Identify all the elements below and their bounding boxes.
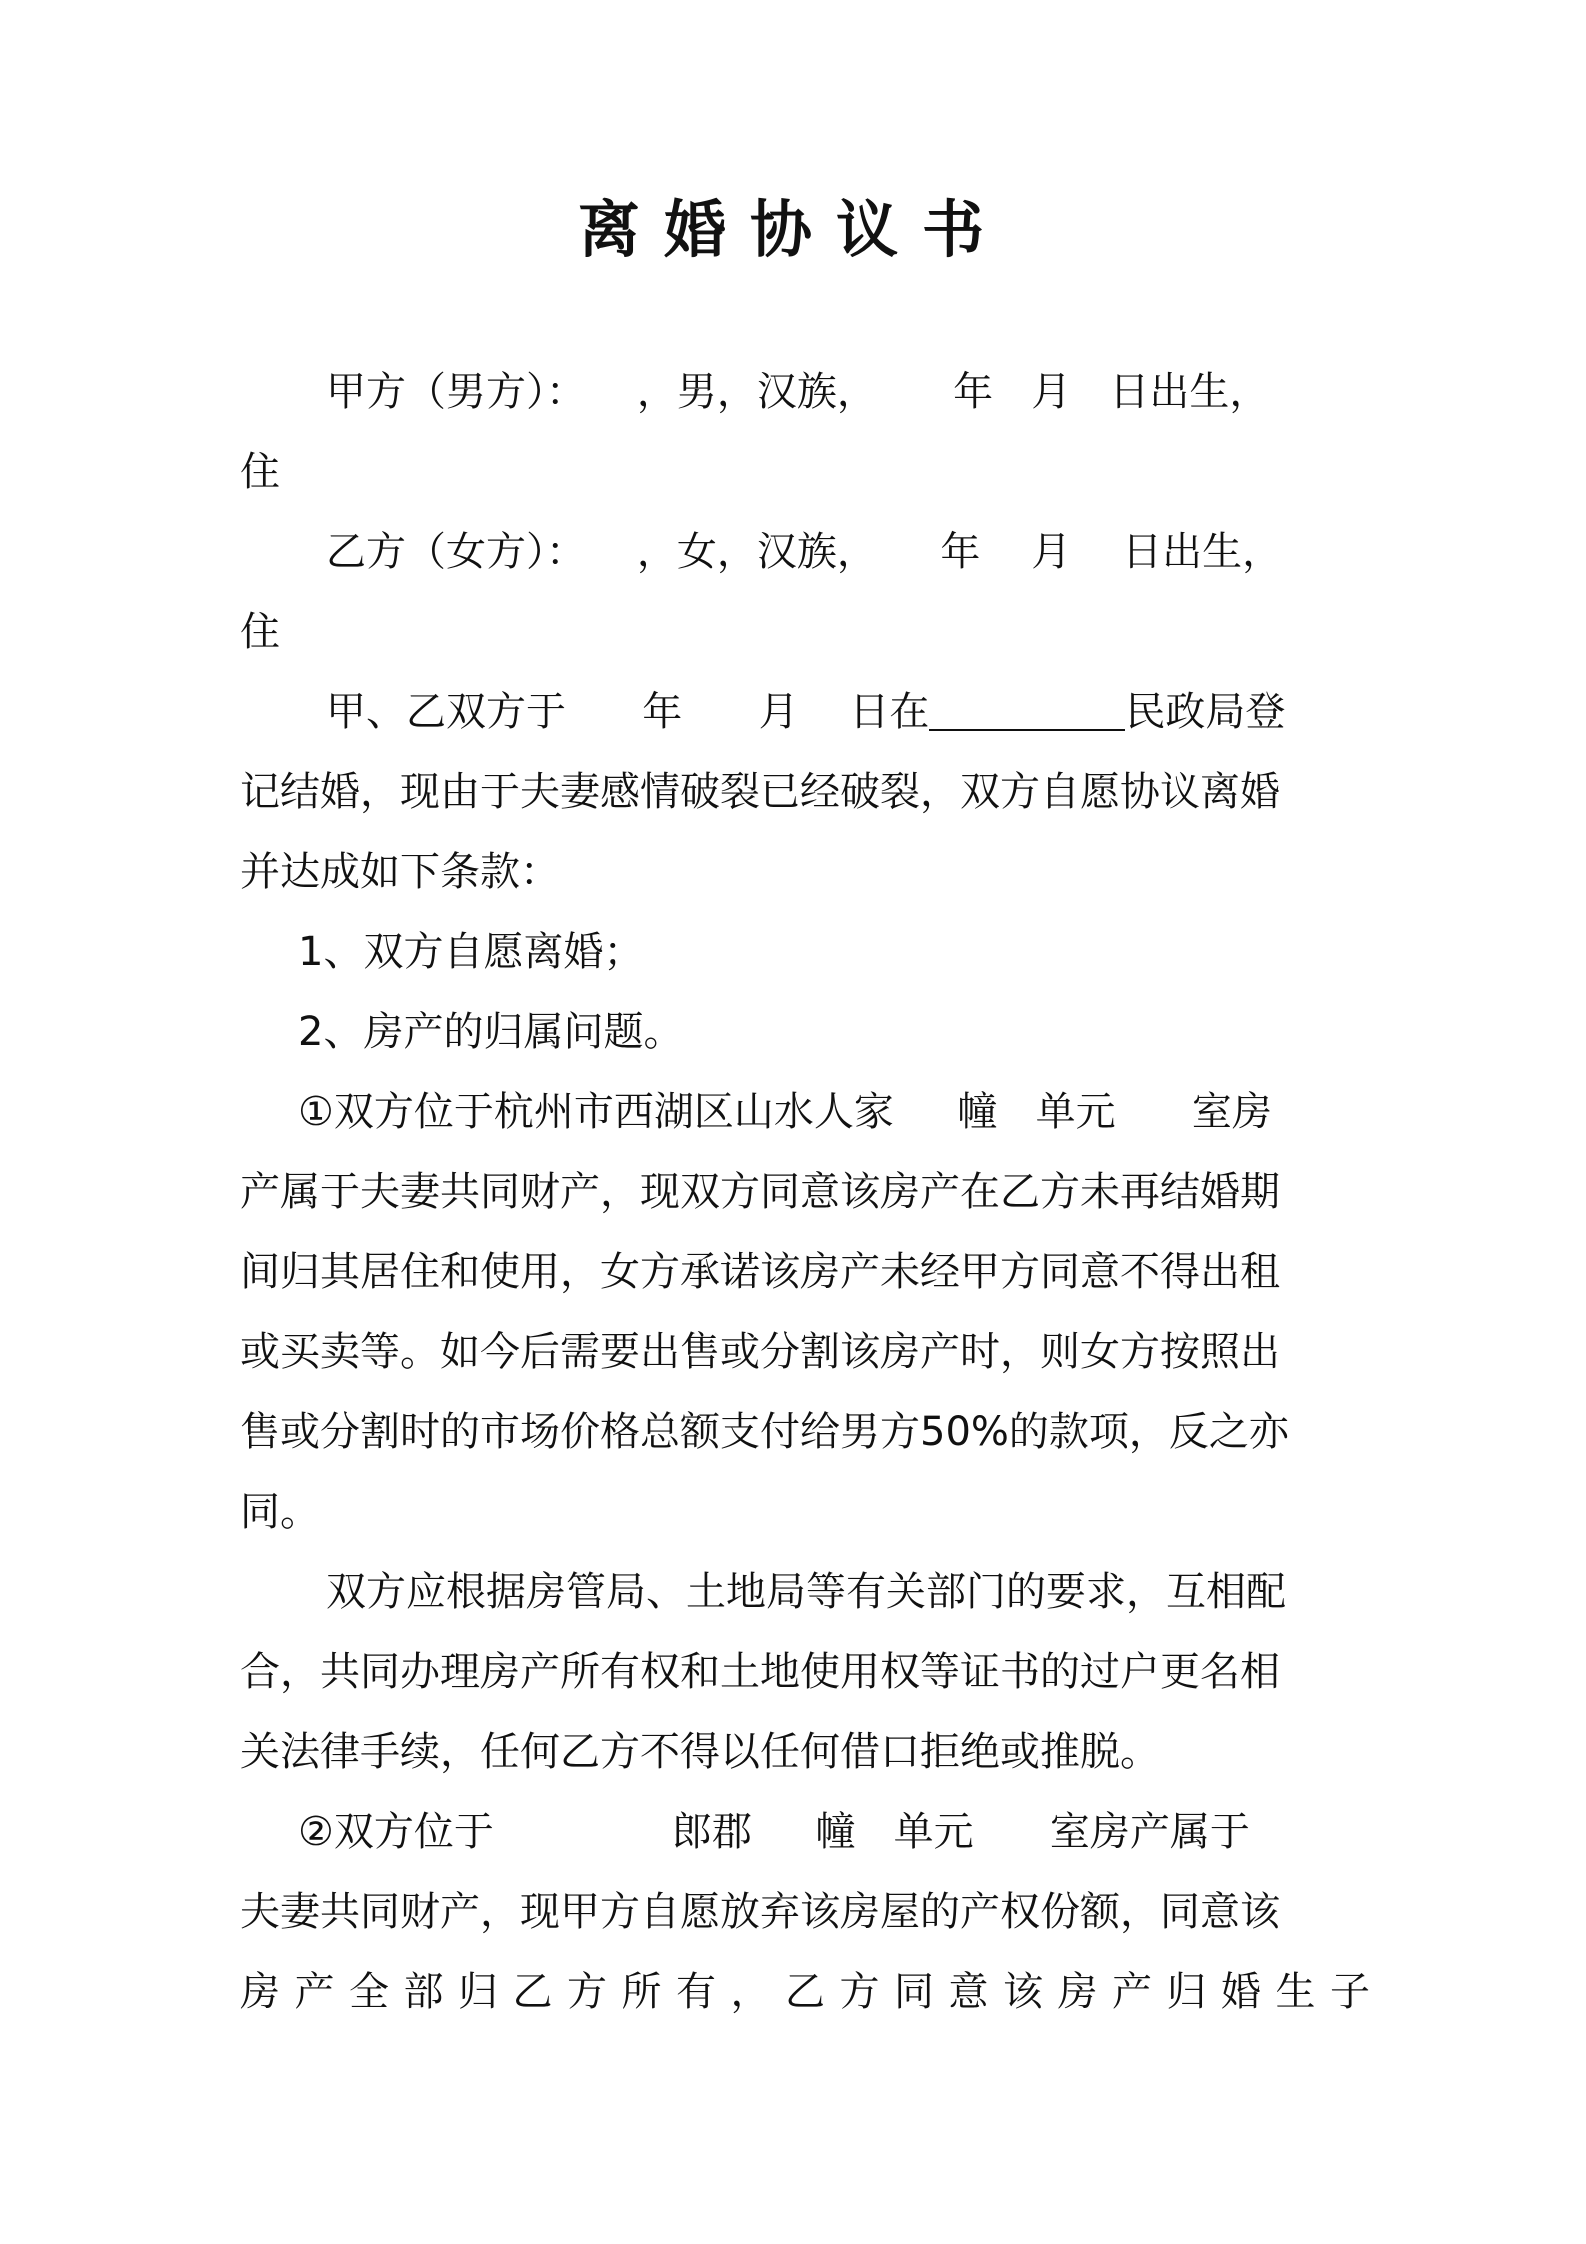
- property1-line: 间归其居住和使用，女方承诺该房产未经甲方同意不得出租: [240, 1249, 1280, 1295]
- property1-line: 售或分割时的市场价格总额支付给男方50%的款项，反之亦: [240, 1409, 1289, 1455]
- marriage-line-1: [240, 672, 1350, 752]
- cooperation-line: 合，共同办理房产所有权和土地使用权等证书的过户更名相: [240, 1649, 1280, 1695]
- clause-1: 1、双方自愿离婚；: [298, 929, 644, 975]
- marriage-registry-text: 民政局登: [1125, 689, 1286, 735]
- marriage-date-text: 甲、乙双方于 年 月 日在: [326, 689, 930, 735]
- property1-line: 同。: [240, 1489, 320, 1535]
- party-a-line: 甲方（男方）： ，男，汉族， 年 月 日出生，: [326, 369, 1270, 415]
- property2-line: 房产全部归乙方所有，乙方同意该房产归婚生子: [240, 1969, 1385, 2015]
- party-a-address: 住: [240, 449, 280, 495]
- property2-line: 夫妻共同财产，现甲方自愿放弃该房屋的产权份额，同意该: [240, 1889, 1280, 1935]
- property1-line: 或买卖等。如今后需要出售或分割该房产时，则女方按照出: [240, 1329, 1280, 1375]
- property1-line: 产属于夫妻共同财产，现双方同意该房产在乙方未再结婚期: [240, 1169, 1280, 1215]
- document-title: 离婚协议书: [577, 193, 1008, 266]
- marriage-line-3: 并达成如下条款：: [240, 849, 560, 895]
- cooperation-line: 关法律手续，任何乙方不得以任何借口拒绝或推脱。: [240, 1729, 1160, 1775]
- cooperation-line: 双方应根据房管局、土地局等有关部门的要求，互相配: [326, 1569, 1286, 1615]
- party-b-address: 住: [240, 609, 280, 655]
- clause-2: 2、房产的归属问题。: [298, 1009, 684, 1055]
- registry-blank: [929, 685, 1125, 731]
- party-b-line: 乙方（女方）： ，女，汉族， 年 月 日出生，: [326, 529, 1283, 575]
- marriage-line-2: 记结婚，现由于夫妻感情破裂已经破裂，双方自愿协议离婚: [240, 769, 1280, 815]
- property2-line: ②双方位于 郎郡 幢 单元 室房产属于: [298, 1809, 1250, 1855]
- property1-line: ①双方位于杭州市西湖区山水人家 幢 单元 室房: [298, 1089, 1272, 1135]
- document-body: [240, 352, 1385, 2032]
